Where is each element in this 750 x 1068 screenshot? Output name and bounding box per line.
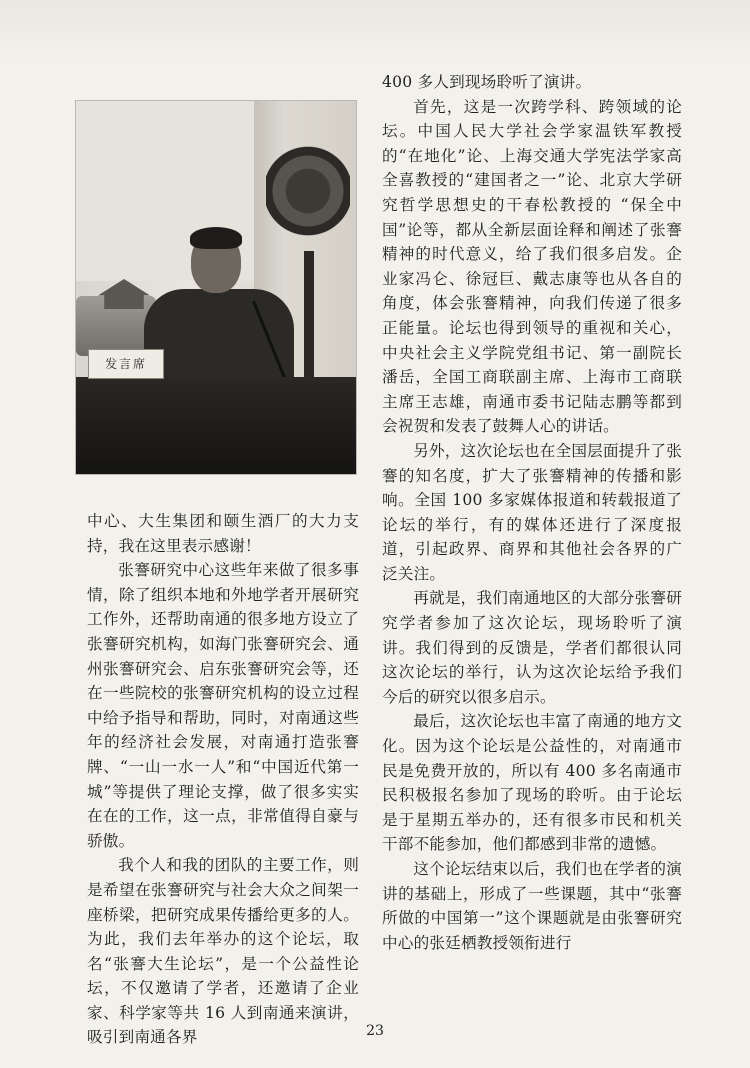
podium [76, 377, 356, 474]
right-column [382, 70, 682, 955]
left-column [87, 509, 359, 1050]
chinese-knot-icon [266, 131, 350, 251]
podium-sign: 发言席 [88, 349, 164, 379]
speaker-photo [75, 100, 357, 475]
right-paragraph-6: 这个论坛结束以后，我们也在学者的演讲的基础上，形成了一些课题，其中“张謇所做的中国第一”这个课题就是由张謇研究中心的张廷栖教授领衔进行 [382, 860, 682, 952]
left-paragraph-3: 我个人和我的团队的主要工作，则是希望在张謇研究与社会大众之间架一座桥梁，把研究成果传播给更多的人。为此，我们去年举办的这个论坛，取名“张謇大生论坛”，是一个公益性论坛，不仅邀请了学者，还邀请了企业家、科学家等共 16 人到南通来演讲，吸引到南通各界 [87, 856, 359, 1047]
right-paragraph-5: 最后，这次论坛也丰富了南通的地方文化。因为这个论坛是公益性的，对南通市民是免费开放的，所以有 400 多名南通市民积极报名参加了现场的聆听。由于论坛是于星期五举办的，还有很多市民和机关干部不能参加，他们都感到非常的遗憾。 [382, 712, 682, 854]
left-paragraph-1: 中心、大生集团和颐生酒厂的大力支持，我在这里表示感谢！ [87, 512, 359, 555]
speaker-hair [190, 227, 242, 249]
page-number: 23 [366, 1023, 384, 1039]
right-paragraph-4: 再就是，我们南通地区的大部分张謇研究学者参加了这次论坛，现场聆听了演讲。我们得到的反馈是，学者们都很认同这次论坛的举行，认为这次论坛给予我们今后的研究以很多启示。 [382, 589, 682, 706]
left-paragraph-2: 张謇研究中心这些年来做了很多事情，除了组织本地和外地学者开展研究工作外，还帮助南通的很多地方设立了张謇研究机构，如海门张謇研究会、通州张謇研究会、启东张謇研究会等，还在一些院校的张謇研究机构的设立过程中给予指导和帮助，同时，对南通这些年的经济社会发展，对南通打造张謇牌、“一山一水一人”和“中国近代第一城”等提供了理论支撑，做了很多实实在在的工作，这一点，非常值得自豪与骄傲。 [87, 561, 359, 850]
right-paragraph-3: 另外，这次论坛也在全国层面提升了张謇的知名度，扩大了张謇精神的传播和影响。全国 100 多家媒体报道和转载报道了论坛的举行，有的媒体还进行了深度报道，引起政界、商界和其他社会各界的广泛关注。 [382, 441, 682, 583]
right-paragraph-2: 首先，这是一次跨学科、跨领域的论坛。中国人民大学社会学家温铁军教授的“在地化”论、上海交通大学宪法学家高全喜教授的“建国者之一”论、北京大学研究哲学思想史的干春松教授的 “保全中国”论等，都从全新层面诠释和阐述了张謇精神的时代意义，给了我们很多启发。企业家冯仑、徐冠巨、戴志康等也从各自的角度，体会张謇精神，向我们传递了很多正能量。论坛也得到领导的重视和关心，中央社会主义学院党组书记、第一副院长潘岳，全国工商联副主席、上海市工商联主席王志雄，南通市委书记陆志鹏等都到会祝贺和发表了鼓舞人心的讲话。 [382, 97, 682, 436]
speaker-body [144, 289, 294, 389]
scan-shading [0, 0, 750, 60]
right-paragraph-1: 400 多人到现场聆听了演讲。 [382, 73, 592, 91]
